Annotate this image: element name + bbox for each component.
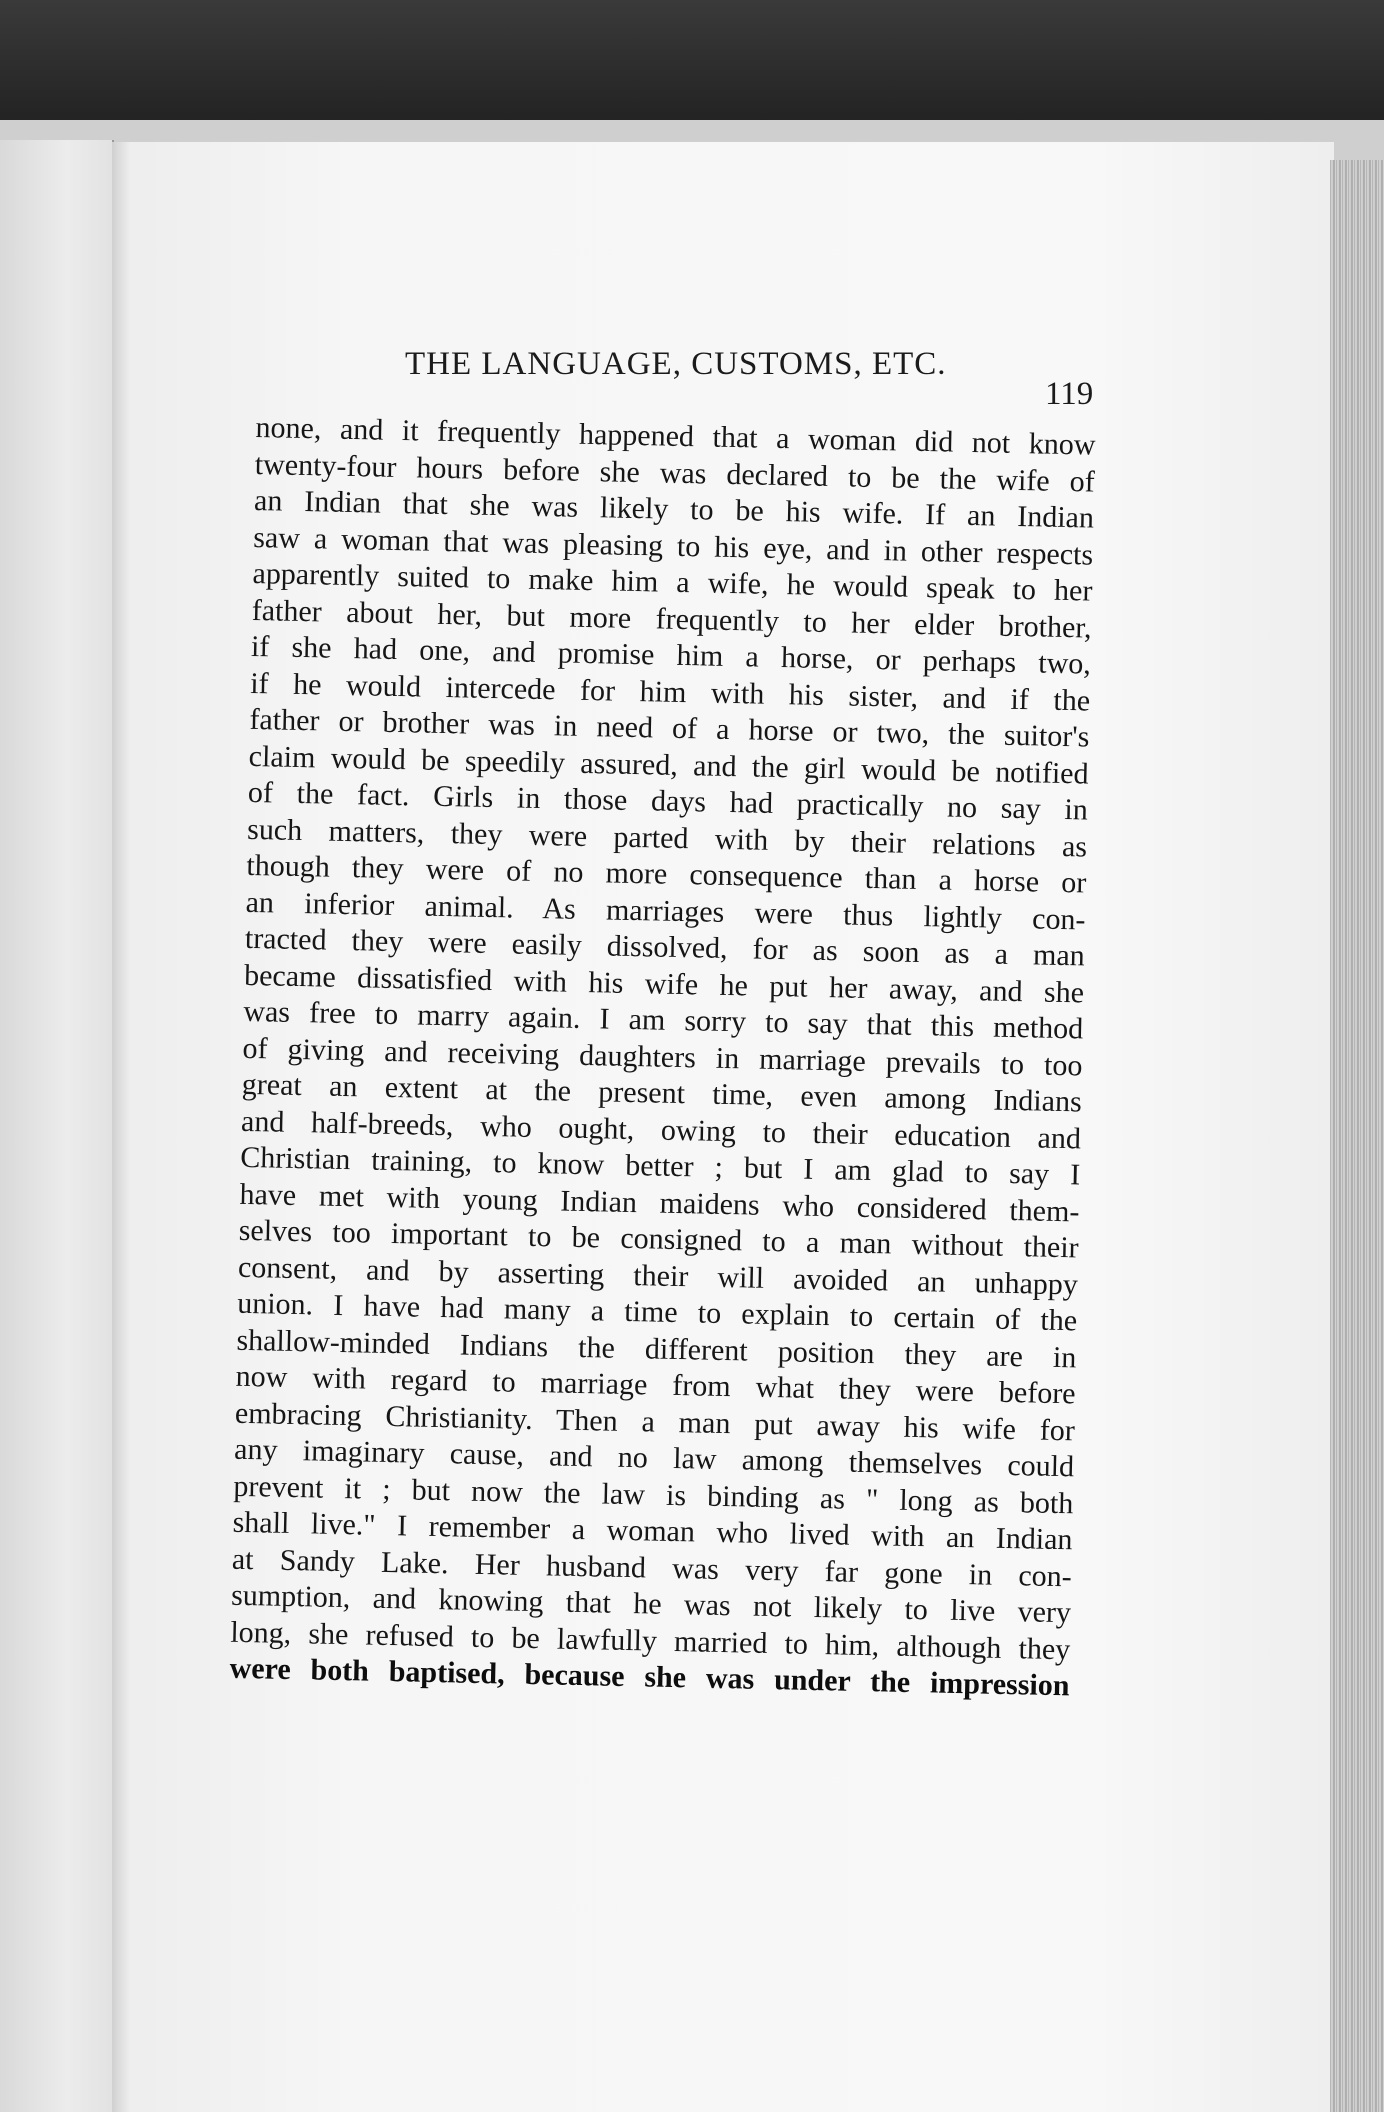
text-line: long, she refused to be lawfully married to him, although they xyxy=(230,1615,1071,1666)
text-line: consent, and by asserting their will avoided an unhappy xyxy=(237,1250,1079,1301)
text-line: apparently suited to make him a wife, he would speak to her xyxy=(252,556,1093,608)
text-line: now with regard to marriage from what they were before xyxy=(235,1359,1076,1411)
text-line: tracted they were easily dissolved, for as soon as a man xyxy=(244,921,1086,973)
text-line: embracing Christianity. Then a man put away his wife for xyxy=(234,1396,1076,1447)
text-line: union. I have had many a time to explain to certain of the xyxy=(236,1286,1078,1338)
spine-shadow xyxy=(112,142,130,2112)
text-line: such matters, they were parted with by their relations as xyxy=(246,812,1088,863)
text-line: shall live." I remember a woman who lived with an Indian xyxy=(232,1505,1073,1557)
text-line: father or brother was in need of a horse or two, the suitor's xyxy=(249,702,1090,754)
text-line: though they were of no more consequence than a horse or xyxy=(246,848,1087,900)
text-line: great an extent at the present time, even among Indians xyxy=(241,1067,1083,1119)
text-line: an Indian that she was likely to be his wife. If an Indian xyxy=(253,483,1095,535)
text-line: prevent it ; but now the law is binding as " long as both xyxy=(233,1469,1074,1520)
text-line: if he would intercede for him with his sister, and if the xyxy=(249,666,1091,718)
page-block-edges xyxy=(1330,160,1384,2112)
text-line: if she had one, and promise him a horse, or perhaps two, xyxy=(250,629,1092,681)
text-line: an inferior animal. As marriages were thus lightly con- xyxy=(245,885,1086,936)
text-line: father about her, but more frequently to her elder brother, xyxy=(251,593,1092,645)
text-line: of the fact. Girls in those days had practically no say in xyxy=(247,775,1089,827)
text-line: twenty-four hours before she was declared to be the wife of xyxy=(254,447,1096,499)
text-line: were both baptised, because she was under the impression xyxy=(229,1651,1070,1703)
text-line: any imaginary cause, and no law among themselves could xyxy=(233,1432,1075,1484)
text-line: shallow-minded Indians the different position they are in xyxy=(236,1323,1077,1374)
page-number: 119 xyxy=(1045,376,1094,412)
body-text xyxy=(229,410,1096,1705)
facing-page-edge xyxy=(0,140,114,2112)
text-line: none, and it frequently happened that a woman did not know xyxy=(255,410,1096,462)
text-line: and half-breeds, who ought, owing to their education and xyxy=(240,1104,1082,1155)
text-line: at Sandy Lake. Her husband was very far gone in con- xyxy=(231,1542,1073,1593)
text-line: was free to marry again. I am sorry to say that this method xyxy=(243,994,1084,1046)
text-line: claim would be speedily assured, and the girl would be notified xyxy=(248,739,1089,791)
text-line: saw a woman that was pleasing to his eye, and in other respects xyxy=(252,520,1094,572)
text-line: of giving and receiving daughters in marriage prevails to too xyxy=(242,1031,1083,1082)
running-head: THE LANGUAGE, CUSTOMS, ETC. xyxy=(405,346,947,382)
text-line: sumption, and knowing that he was not likely to live very xyxy=(230,1578,1072,1630)
text-line: became dissatisfied with his wife he put her away, and she xyxy=(243,958,1085,1009)
text-line: selves too important to be consigned to a man without their xyxy=(238,1213,1079,1265)
text-line: Christian training, to know better ; but I am glad to say I xyxy=(239,1140,1081,1192)
text-line: have met with young Indian maidens who considered them- xyxy=(239,1177,1080,1228)
